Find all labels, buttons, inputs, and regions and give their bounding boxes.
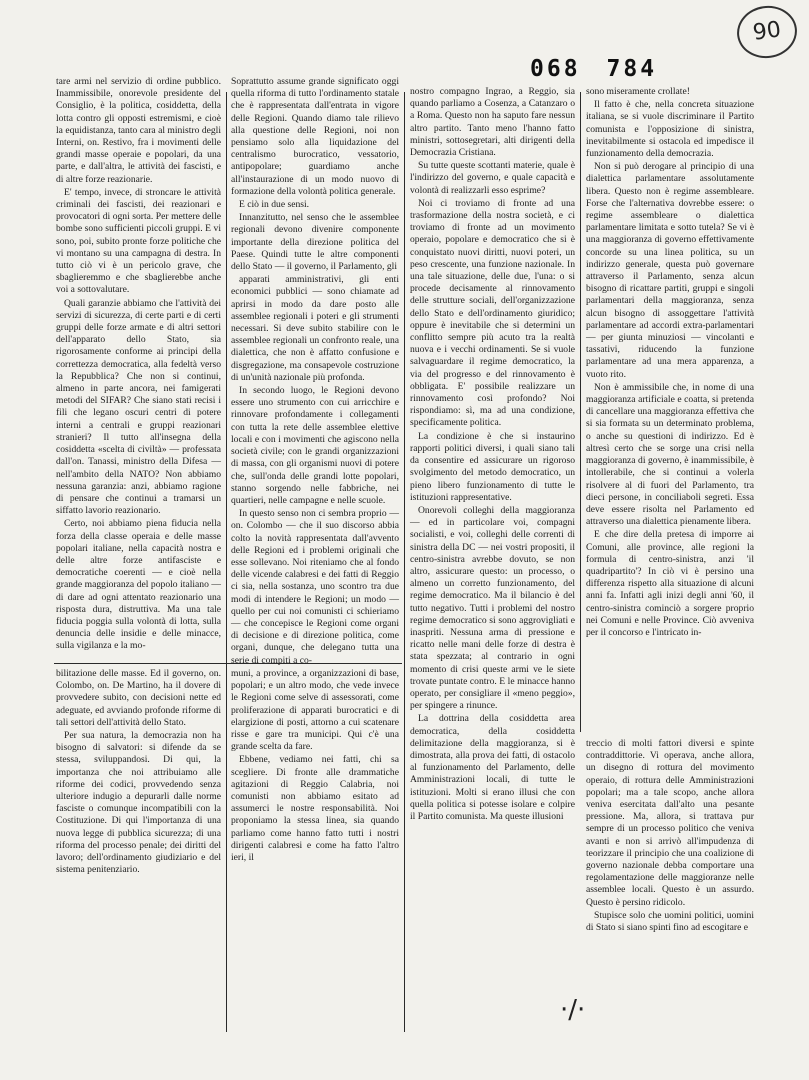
paragraph: E' tempo, invece, di stroncare le attività criminali dei fascisti, dei reazionari e provocatori di ogni sorta. Per mettere delle bombe sono sufficienti piccoli gruppi. E vi sono, poi, subito pronte forze politiche che vi montano su una campagna di destra. In tutto ciò vi è un pericolo grave, che sbaglieremmo e che sbaglierebbe anche voi a sottovalutare. [56,186,221,296]
column-rule [580,92,581,732]
paragraph: Quali garanzie abbiamo che l'attività dei servizi di sicurezza, di certe parti e di certi gruppi delle forze armate e di altri settori dell'apparato dello Stato, sia rigorosamente conforme ai principi della correttezza democratica, alla fedeltà verso la Repubblica? Che non si continui, almeno in parte ancora, nei famigerati metodi del SIFAR? Che siano stati recisi i fili che legano oscuri centri di potere interni a centrali e gruppi reazionari stranieri? Il tutto all'insegna della cosiddetta «scelta di civiltà» — professata dall'on. Tanassi, ministro della Difesa — nell'ambito della NATO? Non abbiamo nessuna garanzia: anzi, abbiamo ragione di pensare che continui a tramarsi un siffatto lavorio reazionario. [56,297,221,517]
paragraph: muni, a province, a organizzazioni di base, popolari; e un altro modo, che vede invece le Regioni come selve di assessorati, come proliferazione di apparati burocratici e di elargizione di posti, attorno a cui scatenare risse e gare tra municipi. Qui c'è una grande scelta da fare. [231,668,399,753]
column-rule [226,92,227,1032]
paragraph: tare armi nel servizio di ordine pubblico. Inammissibile, onorevole presidente del Consiglio, è la politica, cosiddetta, della lotta contro gli opposti estremismi, e cioè la equidistanza, tanto cara al ministro degli Interni, on. Restivo, fra i movimenti delle grandi masse operaie e popolari, da una parte, e dall'altra, le attività dei fascisti, e di altre forze reazionarie. [56,76,221,185]
column-4 [586,86,754,731]
paragraph: La condizione è che si instaurino rapporti politici diversi, i quali siano tali da consentire ed assicurare un rigoroso svolgimento del metodo democratico, un pieno libero funzionamento di tutte le istituzioni rappresentative. [410,430,575,503]
column-2-bottom [231,668,399,1040]
page-number-left: 068 [530,56,581,82]
column-rule [404,92,405,1032]
handwritten-annotation: 90 [734,2,801,62]
column-2-top [231,76,399,666]
paragraph: bilitazione delle masse. Ed il governo, on. Colombo, on. De Martino, ha il dovere di provvedere subito, con decisioni nette ed adeguate, ed avviando profonde riforme di tali settori dell'attività dello Stato. [56,668,221,728]
page-number [530,56,683,82]
paragraph: E ciò in due sensi. [239,199,310,211]
paragraph: Su tutte queste scottanti materie, quale è l'indirizzo del governo, e quale capacità e volontà di realizzarli esso esprime? [410,160,575,196]
column-3-top [410,86,575,822]
paragraph: Ebbene, vediamo nei fatti, chi sa scegliere. Di fronte alle drammatiche agitazioni di Reggio Calabria, noi comunisti non abbiamo esitato ad assumerci le nostre responsabilità. Noi proponiamo la stessa linea, sia quando parliamo come hanno fatto tutti i nostri dirigenti calabresi e come ha fatto l'altro ieri, il [231,754,399,864]
column-1-bottom [56,668,221,1040]
paragraph: Innanzitutto, nel senso che le assemblee regionali devono divenire componente importante della direzione politica del Paese. Quindi tutte le altre componenti dello Stato — il governo, il Parlamento, gli [231,212,399,273]
page-number-right: 784 [606,56,658,82]
paragraph: In secondo luogo, le Regioni devono essere uno strumento con cui arricchire e rinnovare profondamente i collegamenti con tutta la rete delle assemblee elettive locali e con i movimenti che agiscono nella società civile; con le grandi organizzazioni di massa, con gli organismi nuovi di potere che, sull'onda delle grandi lotte popolari, stanno sorgendo nelle fabbriche, nei quartieri, nelle campagne e nelle scuole. [231,385,399,506]
paragraph: E che dire della pretesa di imporre ai Comuni, alle province, alle regioni la formula di centro-sinistra, anzi 'il quadripartito'? In ciò vi è persino una differenza rispetto alla situazione di alcuni anni fa. Infatti agli inizi degli anni '60, il centro-sinistra cominciò a sorgere proprio nei Comuni e nelle Province. Ciò avveniva per il concorso e l'intricato in- [586,529,754,638]
paragraph: nostro compagno Ingrao, a Reggio, sia quando parliamo a Cosenza, a Catanzaro o a Roma. Questo non ha saputo fare nessun altro partito. Tanto meno l'hanno fatto ministri, sottosegretari, alti dirigenti della Democrazia Cristiana. [410,86,575,159]
paragraph: sono miseramente crollate! [586,86,690,97]
paragraph: treccio di molti fattori diversi e spinte contraddittorie. Vi operava, anche allora, un disegno di rottura del movimento operaio, di rottura delle Amministrazioni popolari; ma a tale scopo, anche allora veniva esercitata dall'alto una pesante pressione. Ma, allora, si trattava pur sempre di un processo politico che veniva avanti e non si arrivò all'impudenza di teorizzare il principio che una coalizione di governo nazionale debba comportare una regolamentazione delle maggioranze nelle assemblee locali. Questo è un assurdo. Questo è persino ridicolo. [586,738,754,908]
paragraph: Soprattutto assume grande significato oggi quella riforma di tutto l'ordinamento statale che è rappresentata dall'entrata in vigore delle Regioni. Quando diamo tale rilievo alla questione delle Regioni, noi non pensiamo solo alla liquidazione del centralismo burocratico, vessatorio, antipopolare; guardiamo anche all'instaurazione di un modo nuovo di formazione della volontà politica generale. [231,76,399,197]
paragraph: Per sua natura, la democrazia non ha bisogno di salvatori: si difende da se stessa, sviluppandosi. Di qui, la importanza che noi attribuiamo alle riforme dei codici, provvedendo senza ulteriore indugio a depurarli dalle norme fasciste o comunque incompatibili con la Costituzione. Di qui l'importanza di una nuova legge di pubblica sicurezza; di una riforma del processo penale; dei diritti del lavoro; dell'ordinamento giudiziario e del sistema penitenziario. [56,730,221,876]
column-3-bottom [586,738,754,1000]
paragraph: Onorevoli colleghi della maggioranza — ed in particolare voi, compagni socialisti, e voi, colleghi delle correnti di sinistra della DC — nei vostri propositi, il centro-sinistra avrebbe dovuto, se non altro, assicurare questo: un processo, o almeno un corretto funzionamento, del regime democratico. Ma il bilancio è del tutto negativo. Tutti i problemi del nostro regime democratico si sono aggrovigliati e inaspriti. Nessuna arma di pressione e ricatto nelle mani delle forze di destra è stata spezzata; al contrario in ogni momento di crisi queste armi ve le siete trovate puntate contro. E le minacce hanno operato, per consigliare il «meno peggio», per spingere a rinunce. [410,504,575,712]
paragraph: Stupisce solo che uomini politici, uomini di Stato si siano spinti fino ad escogitare e [586,909,754,934]
paragraph: Noi ci troviamo di fronte ad una trasformazione della nostra società, e ci troviamo di fronte ad un movimento operaio, popolare e democratico che si è conquistato nuovi diritti, nuovi poteri, un peso crescente, una funzione nazionale. In una tale situazione, delle due, l'una: o si procede decisamente al rinnovamento delle strutture sociali, dell'organizzazione dello Stato e dell'ordinamento giuridico; oppure è inevitabile che si determini un conflitto sempre più acuto tra la realtà nuova e i vecchi ordinamenti. Se si vuole salvaguardare il regime democratico, la via del progresso e del rinnovamento è obbligata. E' possibile realizzare un rinnovamento così profondo? Noi rispondiamo: sì, ma ad una condizione, specificamente politica. [410,197,575,429]
paragraph: Non è ammissibile che, in nome di una maggioranza artificiale e coatta, si pretenda di cancellare una maggioranza effettiva che si sia formata su un determinato problema, o anche su questioni di indirizzo. Ed è altresì certo che se sorge una crisi nella maggioranza di governo, è inammissibile, è intollerabile, che si continui a volerla risolvere al di fuori del Parlamento, tra dieci persone, in conciliaboli segreti. Essa deve essere risolta nel Parlamento ed attraverso una dialettica pienamente libera. [586,381,754,528]
column-1-top [56,76,221,661]
closing-mark: ·/· [560,995,586,1025]
paragraph: Certo, noi abbiamo piena fiducia nella forza della classe operaia e delle masse popolari italiane, nella capacità nostra e delle altre forze antifasciste e democratiche coerenti — e cioè nella grande maggioranza del popolo italiano — di dare ad ogni attentato reazionario una risposta dura, distruttiva. Ma una tale fiducia poggia sulla volontà di lotta, sulla denuncia delle insidie e delle minacce, sulla vigilanza e la mo- [56,518,221,652]
paragraph: La dottrina della cosiddetta area democratica, della cosiddetta delimitazione della maggioranza, si è dimostrata, alla prova dei fatti, di ostacolo al funzionamento del Parlamento, delle Amministrazioni locali, di tutte le istituzioni. Molti si erano illusi che con quella politica si potesse isolare e colpire il Partito comunista. Ma queste illusioni [410,713,575,822]
paragraph: apparati amministrativi, gli enti economici pubblici — sono chiamate ad aprirsi in modo da dare posto alle assemblee regionali i poteri e gli strumenti necessari. Si deve subito stabilire con le assemblee regionali un confronto reale, una dialettica, che non è affatto confusione e disgregazione, ma consapevole costruzione di un'unità nazionale più profonda. [231,274,399,383]
paragraph: Il fatto è che, nella concreta situazione italiana, se si vuole discriminare il Partito comunista e l'opposizione di sinistra, inevitabilmente si ostacola ed impedisce il funzionamento della democrazia. [586,99,754,160]
paragraph: Non si può derogare al principio di una dialettica parlamentare assolutamente libera. Questo non è regime assembleare. Forse che l'alternativa dovrebbe essere: o regime assembleare o dialettica parlamentare limitata e sotto tutela? Se vi è una maggioranza di governo effettivamente concorde su una linea politica, su un indirizzo generale, questa può governare attraverso il Parlamento, senza alcun bisogno di ricattare partiti, gruppi e singoli parlamentari della maggioranza, senza alcun bisogno di assoggettare l'attività parlamentare ad accordi extra-parlamentari — per giunta minuziosi — vincolanti e tassativi, riducendo la funzione parlamentare ad una mera apparenza, a vuoto rito. [586,161,754,380]
paragraph: In questo senso non ci sembra proprio — on. Colombo — che il suo discorso abbia colto la novità rappresentata dall'avvento delle Regioni ed i problemi originali che esse sollevano. Noi riteniamo che al fondo delle vicende calabresi e dei fatti di Reggio ci sia, nella sostanza, uno scontro tra due modi di intendere le Regioni; un modo — quello per cui noi comunisti ci schieriamo — che concepisce le Regioni come organi di decisione e di direzione politica, come organi, dunque, che delegano tutta una serie di compiti a co- [231,508,399,666]
